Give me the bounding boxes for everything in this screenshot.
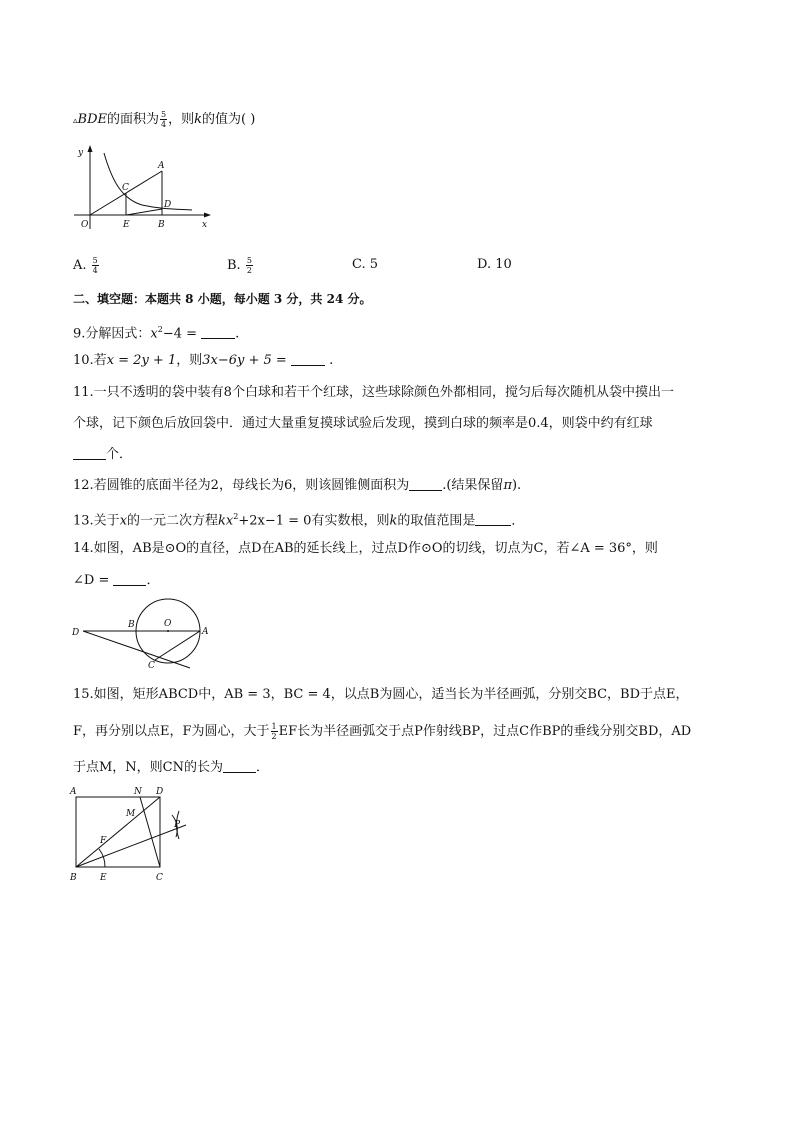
figure-q14-circle bbox=[68, 598, 218, 673]
q12-pi: π bbox=[503, 478, 512, 493]
denominator: 4 bbox=[161, 120, 167, 129]
label-f: F bbox=[100, 836, 107, 846]
answer-blank[interactable] bbox=[475, 513, 511, 526]
label-o: O bbox=[164, 619, 172, 629]
option-c[interactable] bbox=[352, 257, 378, 272]
label-o: O bbox=[81, 220, 89, 230]
label-y: y bbox=[78, 148, 84, 158]
option-a[interactable] bbox=[73, 256, 100, 275]
label-p: P bbox=[174, 820, 181, 830]
figure-q15-rectangle bbox=[68, 785, 193, 885]
label-a: A bbox=[158, 161, 165, 171]
q12-text: 12.若圆锥的底面半径为2，母线长为6，则该圆锥侧面积为 bbox=[73, 478, 410, 493]
q8-text-3: 的值为( ) bbox=[202, 112, 256, 127]
triangle-symbol: ▵ bbox=[73, 116, 78, 126]
q13-mid2: 有实数根，则 bbox=[311, 513, 390, 529]
label-d: D bbox=[156, 787, 164, 797]
question-9: 9.分解因式：$x^2-4$ = . bbox=[73, 325, 240, 342]
q8-text-2: ，则 bbox=[168, 112, 195, 127]
question-10: 10.若x = 2y + 1，则3x−6y + 5 = . bbox=[73, 353, 334, 368]
label-c: C bbox=[156, 873, 163, 883]
label-a: A bbox=[70, 787, 77, 797]
question-11-line-2: 个球，记下颜色后放回袋中．通过大量重复摸球试验后发现，摸到白球的频率是0.4，则袋中约有红球 bbox=[73, 416, 653, 431]
answer-blank[interactable] bbox=[201, 326, 235, 339]
label-e: E bbox=[123, 220, 130, 230]
answer-blank[interactable] bbox=[113, 573, 146, 586]
q13-eq-a: kx bbox=[218, 513, 234, 529]
label-m: M bbox=[126, 809, 136, 819]
q9-x: x bbox=[150, 326, 158, 342]
option-d-text: D. 10 bbox=[477, 257, 512, 272]
numerator: 5 bbox=[161, 110, 167, 119]
answer-blank[interactable] bbox=[73, 447, 106, 460]
question-12 bbox=[73, 478, 521, 494]
option-c-text: C. 5 bbox=[352, 257, 379, 272]
denominator: 2 bbox=[246, 266, 252, 275]
q10-prefix: 10.若 bbox=[73, 353, 107, 368]
q10-mid: ，则 bbox=[176, 353, 203, 368]
question-15-line-1: 15.如图，矩形ABCD中，AB = 3，BC = 4，以点B为圆心，适当长为半径画弧，分别交BC，BD于点E， bbox=[73, 687, 689, 702]
label-c: C bbox=[148, 661, 155, 671]
option-a-label: A. bbox=[73, 258, 87, 273]
q13-exponent: 2 bbox=[233, 512, 239, 521]
q15-end: ． bbox=[256, 760, 270, 775]
q13-eq-b: +2x−1 = 0 bbox=[238, 513, 312, 529]
q13-prefix: 13.关于 bbox=[73, 513, 120, 529]
q13-k: k bbox=[389, 513, 398, 529]
label-c: C bbox=[122, 183, 129, 193]
var-k: k bbox=[194, 112, 203, 127]
fraction-half bbox=[271, 722, 278, 741]
numerator: 1 bbox=[271, 722, 277, 731]
q11-tail: 个． bbox=[106, 447, 133, 462]
denominator: 2 bbox=[271, 732, 277, 741]
question-15-line-2 bbox=[73, 722, 691, 741]
hyperbola-curve bbox=[104, 153, 192, 210]
q14-end: ． bbox=[146, 573, 160, 588]
denominator: 4 bbox=[92, 266, 98, 275]
label-d: D bbox=[72, 628, 80, 638]
question-14-line-2 bbox=[73, 573, 160, 589]
label-e: E bbox=[100, 873, 107, 883]
label-b: B bbox=[70, 873, 77, 883]
option-d[interactable] bbox=[477, 257, 512, 272]
question-13 bbox=[73, 509, 524, 529]
numerator: 5 bbox=[92, 256, 98, 265]
q10-expr: x = 2y + 1 bbox=[106, 353, 177, 368]
q8-text: 的面积为 bbox=[107, 112, 160, 127]
q15-line3: 于点M，N，则CN的长为 bbox=[73, 760, 224, 775]
label-b: B bbox=[128, 620, 135, 630]
label-n: N bbox=[134, 787, 142, 797]
question-15-line-3 bbox=[73, 760, 269, 776]
q15-line2a: F，再分别以点E，F为圆心，大于 bbox=[73, 724, 270, 739]
question-14-line-1: 14.如图，AB是⊙O的直径，点D在AB的延长线上，过点D作⊙O的切线，切点为C，若∠A = 36°，则 bbox=[73, 541, 658, 556]
x-arrow bbox=[204, 213, 211, 218]
q9-prefix: 9.分解因式： bbox=[73, 326, 151, 342]
q14-angle-d: ∠D = bbox=[73, 573, 114, 588]
question-11-line-3 bbox=[73, 447, 132, 463]
diagonal-bd bbox=[76, 797, 160, 867]
q13-end: ． bbox=[511, 513, 525, 529]
label-d: D bbox=[164, 200, 172, 210]
chord-ac bbox=[155, 631, 200, 660]
option-b[interactable] bbox=[227, 256, 254, 275]
q12-tail: .(结果保留 bbox=[442, 478, 504, 493]
option-a-fraction bbox=[92, 256, 99, 275]
ray-bp bbox=[76, 825, 186, 867]
q12-end: ). bbox=[511, 478, 522, 493]
line-ed bbox=[126, 209, 162, 215]
y-arrow bbox=[88, 145, 93, 152]
numerator: 5 bbox=[246, 256, 252, 265]
q9-exponent: 2 bbox=[157, 325, 163, 334]
answer-blank[interactable] bbox=[291, 353, 325, 366]
answer-blank[interactable] bbox=[409, 478, 442, 491]
q15-line2b: EF长为半径画弧交于点P作射线BP，过点C作BP的垂线分别交BD，AD bbox=[278, 724, 692, 739]
q13-mid: 的一元二次方程 bbox=[127, 513, 219, 529]
label-x: x bbox=[202, 220, 208, 230]
line-cn bbox=[140, 797, 160, 867]
q13-tail: 的取值范围是 bbox=[397, 513, 476, 529]
q10-expr2: 3x−6y + 5 = bbox=[202, 353, 291, 368]
center-point bbox=[167, 630, 169, 632]
triangle-name: BDE bbox=[77, 112, 107, 127]
option-b-label: B. bbox=[227, 258, 241, 273]
section-2-header: 二、填空题：本题共 8 小题，每小题 3 分，共 24 分。 bbox=[73, 292, 372, 306]
question-8-line bbox=[73, 110, 255, 129]
option-b-fraction bbox=[246, 256, 253, 275]
fraction bbox=[160, 110, 167, 129]
q9-rest: −4 = bbox=[162, 326, 202, 342]
label-a: A bbox=[202, 627, 209, 637]
question-11-line-1: 11.一只不透明的袋中装有8个白球和若干个红球，这些球除颜色外都相同，搅匀后每次随机从袋中摸出一 bbox=[73, 385, 674, 400]
q13-x: x bbox=[119, 513, 128, 529]
answer-blank[interactable] bbox=[223, 760, 256, 773]
label-b: B bbox=[158, 220, 165, 230]
figure-q8-graph bbox=[70, 143, 215, 233]
